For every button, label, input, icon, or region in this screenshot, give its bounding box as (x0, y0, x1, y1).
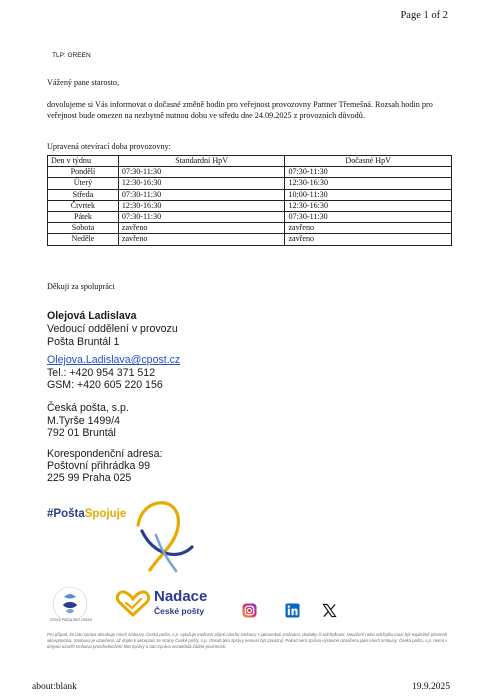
instagram-icon[interactable] (242, 603, 257, 618)
day-cell: Sobota (48, 223, 119, 234)
table-caption: Upravená otevírací doba provozovny: (47, 142, 171, 151)
hashtag-part-2: Spojuje (84, 508, 127, 520)
table-row (48, 189, 452, 200)
ribbon-logo-icon (128, 495, 196, 573)
standard-hours-cell: zavřeno (118, 234, 285, 245)
table-row (48, 200, 452, 211)
posta-pro-zdravi-logo-icon (44, 585, 96, 623)
signature-phone: Tel.: +420 954 371 512 (47, 367, 156, 379)
day-cell: Úterý (48, 178, 119, 189)
opening-hours-table (47, 155, 452, 246)
day-cell: Středa (48, 189, 119, 200)
nadace-subtitle: České pošty (154, 606, 205, 616)
signature-branch: Pošta Bruntál 1 (47, 336, 120, 348)
signature-street: M.Tyrše 1499/4 (47, 415, 121, 427)
x-twitter-icon[interactable] (322, 603, 337, 618)
linkedin-icon[interactable] (285, 603, 300, 618)
signature-mobile: GSM: +420 605 220 156 (47, 379, 163, 391)
nadace-title: Nadace (154, 588, 208, 605)
body-paragraph: dovolujeme si Vás informovat o dočasné změně hodin pro veřejnost provozovny Partner Třemešná. Rozsah hodin pro veřejnost bude omezen na nezbytně nutnou dobu ve středu dne 24.09.2025 z provozních důvodů. (47, 100, 433, 120)
signature-company: Česká pošta, s.p. (47, 402, 129, 414)
tlp-label: TLP: GREEN (52, 52, 91, 59)
correspondence-city: 225 99 Praha 025 (47, 472, 132, 484)
standard-hours-cell: 07:30-11:30 (118, 211, 285, 222)
table-header-row (48, 156, 452, 167)
correspondence-title: Korespondenční adresa: (47, 448, 163, 460)
table-row (48, 223, 452, 234)
nadace-heart-icon (114, 588, 152, 618)
correspondence-box: Poštovní přihrádka 99 (47, 460, 151, 472)
table-row (48, 211, 452, 222)
salutation: Vážený pane starosto, (47, 78, 120, 87)
footer-date: 19.9.2025 (412, 682, 450, 692)
temporary-hours-cell: 10:00-11:30 (285, 189, 452, 200)
signature-email-link[interactable]: Olejova.Ladislava@cpost.cz (47, 354, 181, 366)
temporary-hours-cell: 07:30-11:30 (285, 167, 452, 178)
day-cell: Neděle (48, 234, 119, 245)
footer-url: about:blank (32, 682, 77, 692)
temporary-hours-cell: 12:30-16:30 (285, 178, 452, 189)
column-header-standard: Standardní HpV (118, 156, 285, 167)
temporary-hours-cell: 07:30-11:30 (285, 211, 452, 222)
standard-hours-cell: 07:30-11:30 (118, 189, 285, 200)
table-row (48, 234, 452, 245)
page-number: Page 1 of 2 (400, 10, 448, 21)
column-header-day: Den v týdnu (48, 156, 119, 167)
signature-name: Olejová Ladislava (47, 310, 137, 322)
standard-hours-cell: 07:30-11:30 (118, 167, 285, 178)
signature-position: Vedoucí oddělení v provozu (47, 323, 178, 335)
table-row (48, 167, 452, 178)
temporary-hours-cell: zavřeno (285, 234, 452, 245)
table-row (48, 178, 452, 189)
hashtag-part-1: #Pošta (47, 508, 85, 520)
temporary-hours-cell: zavřeno (285, 223, 452, 234)
standard-hours-cell: 12:30-16:30 (118, 178, 285, 189)
standard-hours-cell: zavřeno (118, 223, 285, 234)
standard-hours-cell: 12:30-16:30 (118, 200, 285, 211)
signature-city: 792 01 Bruntál (47, 427, 116, 439)
column-header-temporary: Dočasné HpV (285, 156, 452, 167)
day-cell: Pondělí (48, 167, 119, 178)
closing-thanks: Děkuji za spolupráci (47, 282, 115, 291)
temporary-hours-cell: 12:30-16:30 (285, 200, 452, 211)
hashtag-posta-spojuje (47, 508, 126, 520)
pro-zdravi-text: ČESKÁ POŠTA PRO ZDRAVÍ (50, 618, 93, 622)
legal-disclaimer: Pro případ, že tato zpráva obsahuje návrh smlouvy, Česká pošta, s.p. vylučuje možnost přijetí návrhu smlouvy s jakoumkoli změnami, dodatky či odchylkami. Neurčení nebo odchylka musí být explicitně písemně akceptována. Smlouva je uzavřena, až dojde k akceptaci ze strany České pošty, s.p. Obsah této zprávy nemusí být závazný. Pokud není zpráva výslovně označena jako návrh smlouvy, Česká pošta, s.p. nemá v úmyslu uzavřít smlouvu prostřednictvím této zprávy a tato zpráva nezakládá žádné povinnosti. (47, 632, 448, 649)
day-cell: Pátek (48, 211, 119, 222)
day-cell: Čtvrtek (48, 200, 119, 211)
